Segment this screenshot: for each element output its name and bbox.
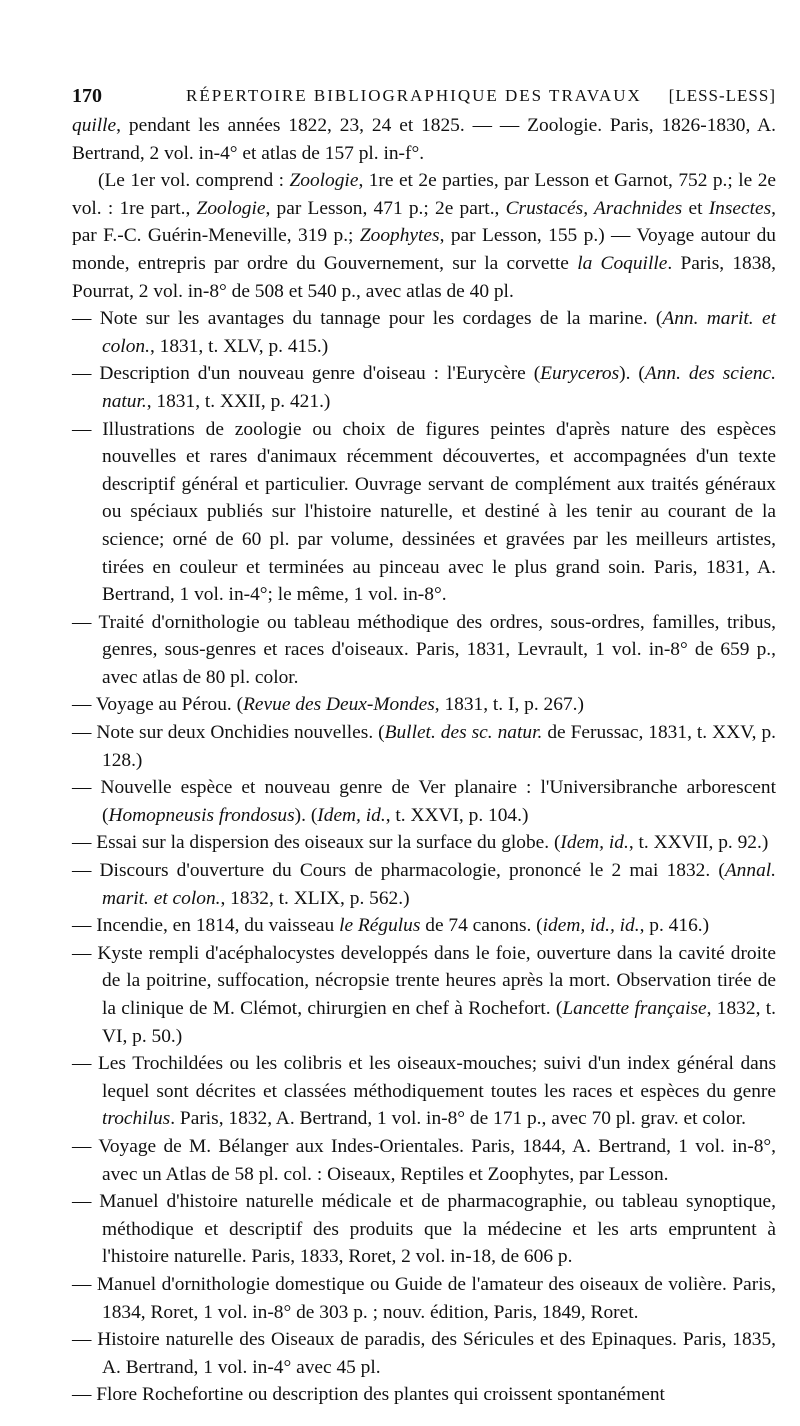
bibliography-entry — [72, 912, 776, 940]
italic-title: Homopneusis frondosus — [108, 804, 295, 826]
italic-title: Revue des Deux-Mondes — [243, 694, 435, 716]
entry-text: — Flore Rochefortine ou description des plantes qui croissent spontanément — [72, 1384, 665, 1406]
bibliography-entry — [72, 1050, 776, 1133]
bibliography-entry — [72, 360, 776, 415]
entry-text: — Incendie, en 1814, du vaisseau — [72, 915, 340, 937]
entry-text: — Illustrations de zoologie ou choix de figures peintes d'après nature des espèces nouvelles et rares d'animaux récemment découvertes, et accompagnées d'un texte descriptif général et particulier. Ouvrage servant de complément aux traités généraux ou spéciaux publiés sur l'histoire naturelle, et destiné à les tenir au courant de la science; orné de 60 pl. par volume, dessinées et gravées par les meilleurs artistes, tirées en couleur et terminées au pinceau avec le plus grand soin. Paris, 1831, A. Bertrand, 1 vol. in-4°; le même, 1 vol. in-8°. — [72, 418, 776, 606]
entry-text: . Paris, 1832, A. Bertrand, 1 vol. in-8° de 171 p., avec 70 pl. grav. et color. — [170, 1108, 746, 1130]
entry-text: , 1832, t. XLIX, p. 562.) — [220, 887, 410, 909]
entry-text: — Les Trochildées ou les colibris et les oiseaux-mouches; suivi d'un index général dans lequel sont décrites et classées méthodiquement toutes les races et espèces du genre — [72, 1053, 776, 1102]
entry-text: — Note sur deux Onchidies nouvelles. ( — [72, 722, 385, 744]
italic-title: trochilus — [102, 1108, 171, 1130]
italic-title: Idem, id. — [560, 832, 629, 854]
entry-text: (Le 1er vol. comprend : — [98, 170, 290, 192]
italic-title: le Régulus — [339, 915, 421, 937]
italic-title: Zoologie — [289, 170, 359, 192]
italic-title: la Coquille — [577, 252, 668, 274]
entry-text: , par F.-C. Guérin-Meneville, 319 p.; — [72, 197, 776, 247]
bibliography-entry — [72, 305, 776, 360]
entry-text: — Manuel d'histoire naturelle médicale et de pharmacographie, ou tableau synoptique, méthodique et descriptif des produits que la médecine et les arts empruntent à l'histoire naturelle. Paris, 1833, Roret, 2 vol. in-18, de 606 p. — [72, 1191, 776, 1268]
entry-range: [LESS-LESS] — [668, 86, 776, 105]
entry-text: — Kyste rempli d'acéphalocystes developpés dans le foie, ouverture dans la cavité droite de la poitrine, suffocation, nécropsie trente heures après la mort. Observation tirée de la clinique de M. Clémot, chirurgien en chef à Rochefort. ( — [72, 942, 776, 1019]
bibliography-entry — [72, 857, 776, 912]
bibliography-entry — [72, 1381, 776, 1409]
entry-text: — Discours d'ouverture du Cours de pharmacologie, prononcé le 2 mai 1832. ( — [72, 860, 725, 882]
entry-text: , t. XXVII, p. 92.) — [628, 832, 769, 854]
bibliography-entry — [72, 416, 776, 609]
entry-text: — Traité d'ornithologie ou tableau méthodique des ordres, sous-ordres, familles, tribus, genres, sous-genres et races d'oiseaux. Paris, 1831, Levrault, 1 vol. in-8° de 659 p., avec atlas de 80 pl. color. — [72, 611, 776, 688]
page-number: 170 — [72, 85, 102, 107]
italic-title: Insectes — [708, 197, 772, 219]
bibliography-entry — [72, 940, 776, 1050]
entry-text: — Essai sur la dispersion des oiseaux sur la surface du globe. ( — [72, 832, 561, 854]
entry-text: de 74 canons. ( — [420, 915, 543, 937]
entry-text: , par Lesson, 155 p.) — Voyage autour du monde, entrepris par ordre du Gouvernement, sur la corvette — [72, 225, 777, 274]
italic-title: idem, id., id. — [542, 915, 640, 937]
entry-text: — Description d'un nouveau genre d'oiseau : l'Eurycère ( — [72, 363, 541, 385]
entry-text: — Nouvelle espèce et nouveau genre de Ver planaire : l'Universibranche arborescent ( — [72, 777, 776, 826]
entry-text: , pendant les années 1822, 23, 24 et 1825. — — Zoologie. Paris, 1826-1830, A. Bertrand, 2 vol. in-4° et atlas de 157 pl. in-f°. — [72, 115, 776, 164]
continued-entry — [72, 112, 776, 167]
italic-title: quille — [72, 115, 117, 136]
italic-title: Ann. des scienc. natur. — [102, 363, 776, 412]
running-title: RÉPERTOIRE BIBLIOGRAPHIQUE DES TRAVAUX — [186, 86, 642, 105]
italic-title: Euryceros — [540, 363, 620, 385]
bibliography-entry — [72, 719, 776, 774]
entry-text: de Ferussac, 1831, t. XXV, p. 128.) — [102, 722, 777, 771]
italic-title: Zoologie — [196, 197, 266, 219]
entry-text: — Voyage au Pérou. ( — [72, 694, 244, 716]
entry-text: , 1831, t. XLV, p. 415.) — [149, 335, 329, 357]
italic-title: Ann. marit. et colon. — [102, 308, 776, 357]
entry-text: — Note sur les avantages du tannage pour les cordages de la marine. ( — [72, 308, 663, 330]
entry-text: — Voyage de M. Bélanger aux Indes-Orientales. Paris, 1844, A. Bertrand, 1 vol. in-8°, avec un Atlas de 58 pl. col. : Oiseaux, Reptiles et Zoophytes, par Lesson. — [72, 1135, 776, 1185]
entry-text: , 1831, t. XXII, p. 421.) — [146, 390, 331, 412]
entry-text: ). ( — [619, 363, 645, 385]
entry-text: , p. 416.) — [639, 915, 710, 937]
italic-title: Bullet. des sc. natur. — [384, 722, 543, 744]
entry-text: , 1re et 2e parties, par Lesson et Garnot, 752 p.; le 2e vol. : 1re part., — [72, 170, 776, 219]
italic-title: Crustacés, Arachnides — [505, 197, 683, 219]
entry-text: ). ( — [294, 804, 318, 826]
bibliography-entry — [72, 1133, 776, 1188]
contents-note — [72, 167, 776, 305]
bibliography-entry — [72, 609, 776, 692]
italic-title: Annal. marit. et colon. — [102, 860, 776, 909]
bibliography-entry — [72, 1188, 776, 1271]
italic-title: Lancette française — [562, 998, 707, 1019]
italic-title: Zoophytes — [359, 225, 440, 247]
entry-text: et — [682, 197, 709, 219]
bibliography-entry — [72, 774, 776, 829]
bibliography-entry — [72, 829, 776, 857]
italic-title: Idem, id. — [317, 804, 386, 826]
bibliography-entry — [72, 1326, 776, 1381]
bibliography-entry — [72, 1271, 776, 1326]
entry-text: . Paris, 1838, Pourrat, 2 vol. in-8° de 508 et 540 p., avec atlas de 40 pl. — [72, 252, 776, 302]
entry-text: — Histoire naturelle des Oiseaux de paradis, des Séricules et des Epinaques. Paris, 1835, A. Bertrand, 1 vol. in-4° avec 45 pl. — [72, 1329, 776, 1378]
bibliography-entry — [72, 691, 776, 719]
entry-text: , 1831, t. I, p. 267.) — [434, 694, 584, 716]
entry-text: — Manuel d'ornithologie domestique ou Guide de l'amateur des oiseaux de volière. Paris, 1834, Roret, 1 vol. in-8° de 303 p. ; nouv. édition, Paris, 1849, Roret. — [72, 1273, 776, 1323]
entry-text: , t. XXVI, p. 104.) — [385, 804, 529, 826]
bibliography-body — [72, 112, 776, 1409]
entry-text: , 1832, t. VI, p. 50.) — [102, 998, 776, 1047]
running-header — [72, 82, 776, 110]
entry-text: , par Lesson, 471 p.; 2e part., — [265, 197, 506, 219]
